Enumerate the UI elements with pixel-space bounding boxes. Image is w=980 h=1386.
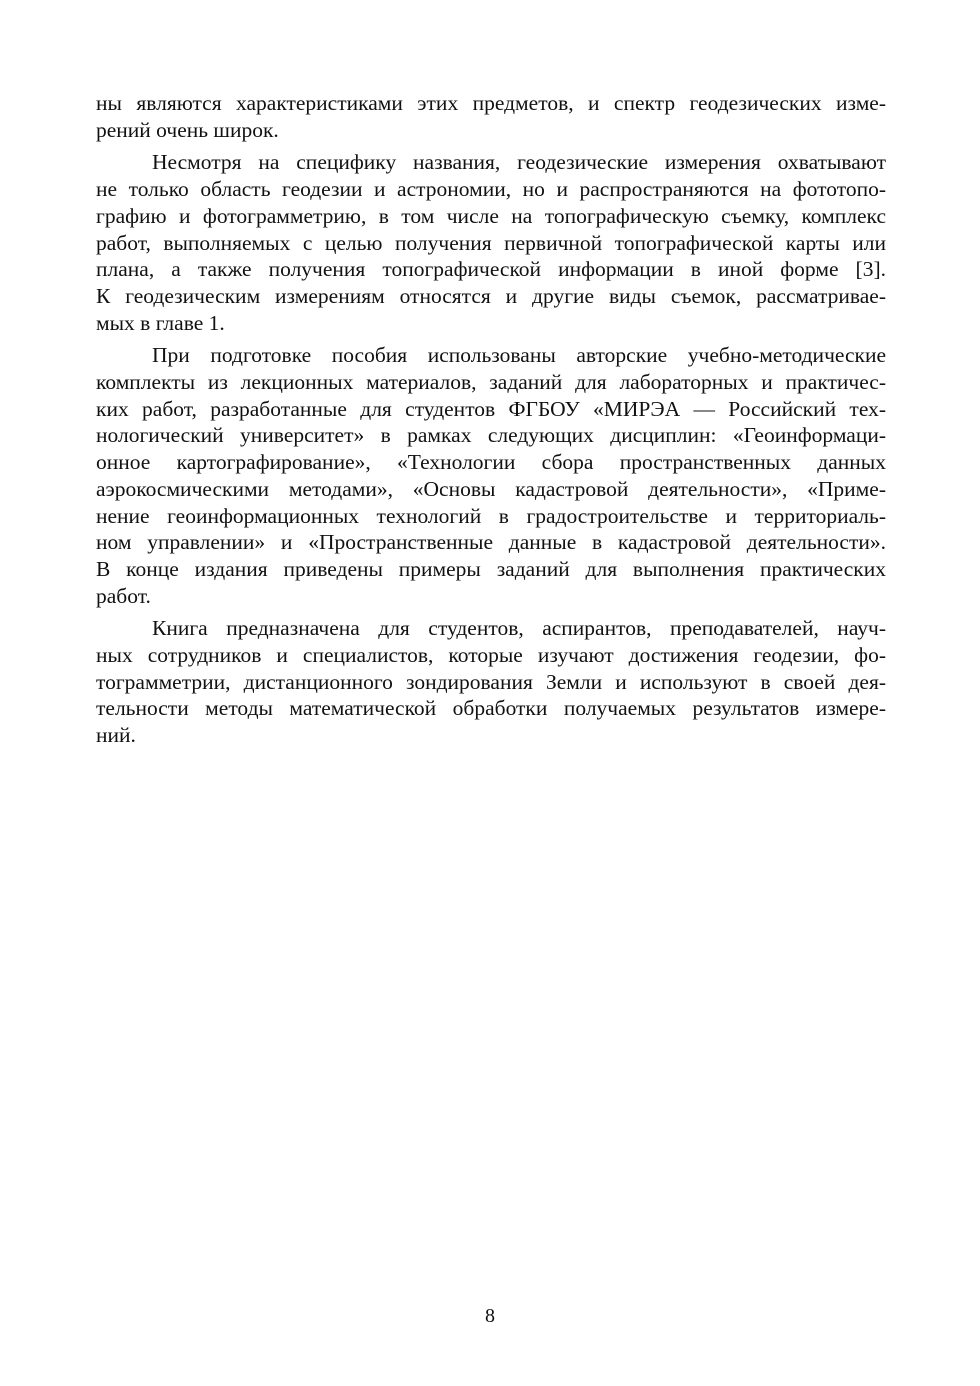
text-line: работ. xyxy=(96,583,151,608)
text-line: ких работ, разработанные для студентов ФГБОУ «МИРЭА — Российский тех- xyxy=(96,396,886,421)
text-line: графию и фотограмметрию, в том числе на топографическую съемку, комплекс xyxy=(96,203,886,228)
text-line: плана, а также получения топографической информации в иной форме [3]. xyxy=(96,257,886,282)
text-line: К геодезическим измерениям относятся и другие виды съемок, рассматривае- xyxy=(96,283,886,308)
text-line: тельности методы математической обработки получаемых результатов измере- xyxy=(96,696,886,721)
page-body xyxy=(96,90,886,755)
page-number: 8 xyxy=(485,1305,495,1327)
paragraph-4 xyxy=(96,615,886,749)
text-line: ний. xyxy=(96,723,136,748)
text-line: тограмметрии, дистанционного зондирования Земли и используют в своей дея- xyxy=(96,669,886,694)
text-line: ном управлении» и «Пространственные данные в кадастровой деятельности». xyxy=(96,530,886,555)
text-line: ны являются характеристиками этих предметов, и спектр геодезических изме- xyxy=(96,91,886,115)
text-line: аэрокосмическими методами», «Основы кадастровой деятельности», «Приме- xyxy=(96,476,886,501)
text-line: В конце издания приведены примеры заданий для выполнения практических xyxy=(96,556,886,581)
text-line: работ, выполняемых с целью получения первичной топографической карты или xyxy=(96,230,886,255)
text-line: Несмотря на специфику названия, геодезические измерения охватывают xyxy=(152,150,886,175)
text-line: При подготовке пособия использованы авторские учебно-методические xyxy=(152,343,886,368)
paragraph-2 xyxy=(96,149,886,336)
text-line: не только область геодезии и астрономии, но и распространяются на фототопо- xyxy=(96,177,886,202)
text-line: нение геоинформационных технологий в градостроительстве и территориаль- xyxy=(96,503,886,528)
paragraph-3 xyxy=(96,342,886,609)
text-line: рений очень широк. xyxy=(96,117,279,142)
text-line: нологический университет» в рамках следующих дисциплин: «Геоинформаци- xyxy=(96,423,886,448)
text-line: мых в главе 1. xyxy=(96,310,225,335)
text-line: ных сотрудников и специалистов, которые изучают достижения геодезии, фо- xyxy=(96,643,886,668)
text-line: онное картографирование», «Технологии сбора пространственных данных xyxy=(96,450,886,475)
paragraph-1 xyxy=(96,90,886,143)
text-line: комплекты из лекционных материалов, заданий для лабораторных и практичес- xyxy=(96,370,886,395)
text-line: Книга предназначена для студентов, аспирантов, преподавателей, науч- xyxy=(152,616,886,641)
